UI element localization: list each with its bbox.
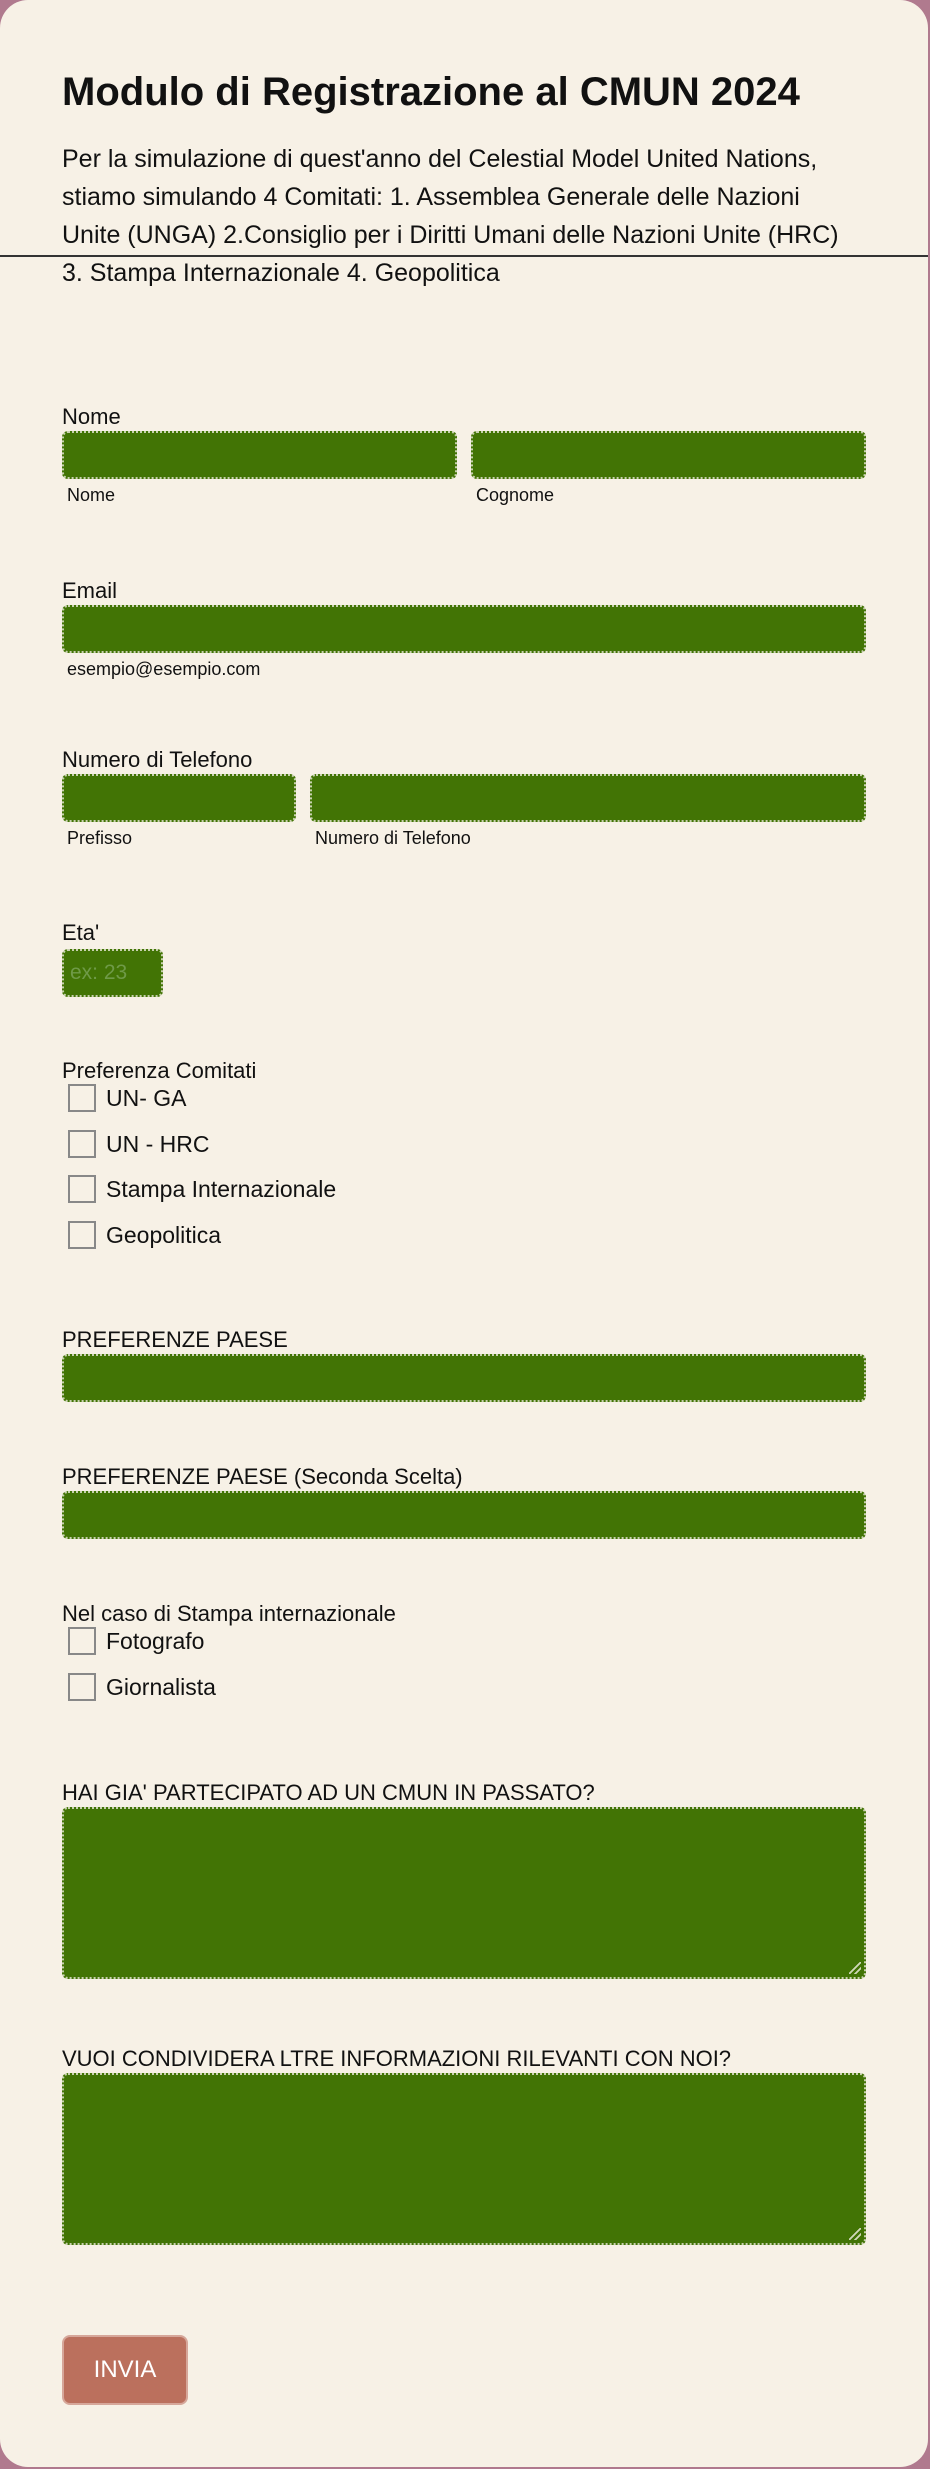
country-preference-field bbox=[62, 1327, 866, 1407]
option-label: UN- GA bbox=[106, 1084, 187, 1111]
committee-option-press[interactable] bbox=[68, 1173, 336, 1205]
past-participation-textarea[interactable] bbox=[62, 1807, 866, 1979]
checkbox[interactable] bbox=[68, 1130, 96, 1158]
press-option-journalist[interactable] bbox=[68, 1671, 216, 1703]
option-label: Geopolitica bbox=[106, 1221, 222, 1248]
press-role-field bbox=[62, 1601, 866, 1711]
age-placeholder: ex: 23 bbox=[70, 961, 128, 984]
option-label: Fotografo bbox=[106, 1627, 205, 1654]
submit-button[interactable]: INVIA bbox=[62, 2335, 188, 2405]
country-preference-input[interactable] bbox=[62, 1354, 866, 1402]
last-name-sublabel: Cognome bbox=[476, 485, 555, 505]
age-field bbox=[62, 920, 866, 1000]
committee-label: Preferenza Comitati bbox=[62, 1058, 257, 1083]
name-label: Nome bbox=[62, 404, 121, 429]
email-label: Email bbox=[62, 578, 118, 603]
checkbox[interactable] bbox=[68, 1673, 96, 1701]
other-info-label: VUOI CONDIVIDERA LTRE INFORMAZIONI RILEVANTI CON NOI? bbox=[62, 2046, 732, 2071]
phone-field bbox=[62, 747, 866, 857]
phone-prefix-input[interactable] bbox=[62, 774, 296, 822]
email-input[interactable] bbox=[62, 605, 866, 653]
other-info-field bbox=[62, 2046, 866, 2246]
checkbox[interactable] bbox=[68, 1221, 96, 1249]
checkbox[interactable] bbox=[68, 1084, 96, 1112]
past-participation-label: HAI GIA' PARTECIPATO AD UN CMUN IN PASSATO? bbox=[62, 1780, 595, 1805]
name-field bbox=[62, 404, 866, 514]
country-preference-second-field bbox=[62, 1464, 866, 1544]
phone-number-sublabel: Numero di Telefono bbox=[315, 828, 471, 848]
phone-number-input[interactable] bbox=[310, 774, 866, 822]
last-name-input[interactable] bbox=[471, 431, 866, 479]
country-preference-label: PREFERENZE PAESE bbox=[62, 1327, 288, 1352]
press-option-photographer[interactable] bbox=[68, 1625, 204, 1657]
phone-label: Numero di Telefono bbox=[62, 747, 253, 772]
form-description: Per la simulazione di quest'anno del Celestial Model United Nations, stiamo simulando 4 Comitati: 1. Assemblea Generale delle Nazioni Unite (UNGA) 2.Consiglio per i Diritti Umani delle Nazioni Unite (HRC) 3. Stampa Internazionale 4. Geopolitica bbox=[62, 145, 839, 287]
country-preference-second-input[interactable] bbox=[62, 1491, 866, 1539]
option-label: UN - HRC bbox=[106, 1130, 210, 1157]
email-field bbox=[62, 578, 866, 688]
press-role-label: Nel caso di Stampa internazionale bbox=[62, 1601, 396, 1626]
country-preference-second-label: PREFERENZE PAESE (Seconda Scelta) bbox=[62, 1464, 463, 1489]
first-name-sublabel: Nome bbox=[67, 485, 116, 505]
committee-option-hrc[interactable] bbox=[68, 1128, 210, 1160]
committee-option-geopolitics[interactable] bbox=[68, 1219, 221, 1251]
resize-handle-icon[interactable] bbox=[849, 2228, 861, 2240]
age-input[interactable] bbox=[62, 949, 163, 997]
age-label: Eta' bbox=[62, 920, 100, 945]
checkbox[interactable] bbox=[68, 1175, 96, 1203]
form-header bbox=[0, 0, 928, 287]
option-label: Giornalista bbox=[106, 1673, 216, 1700]
option-label: Stampa Internazionale bbox=[106, 1175, 337, 1202]
other-info-textarea[interactable] bbox=[62, 2073, 866, 2245]
phone-prefix-sublabel: Prefisso bbox=[67, 828, 133, 848]
first-name-input[interactable] bbox=[62, 431, 457, 479]
committee-preference-field bbox=[62, 1058, 866, 1258]
email-sublabel: esempio@esempio.com bbox=[67, 659, 261, 679]
resize-handle-icon[interactable] bbox=[849, 1962, 861, 1974]
committee-option-unga[interactable] bbox=[68, 1082, 187, 1114]
page-title: Modulo di Registrazione al CMUN 2024 bbox=[62, 70, 800, 114]
checkbox[interactable] bbox=[68, 1627, 96, 1655]
past-participation-field bbox=[62, 1780, 866, 1980]
